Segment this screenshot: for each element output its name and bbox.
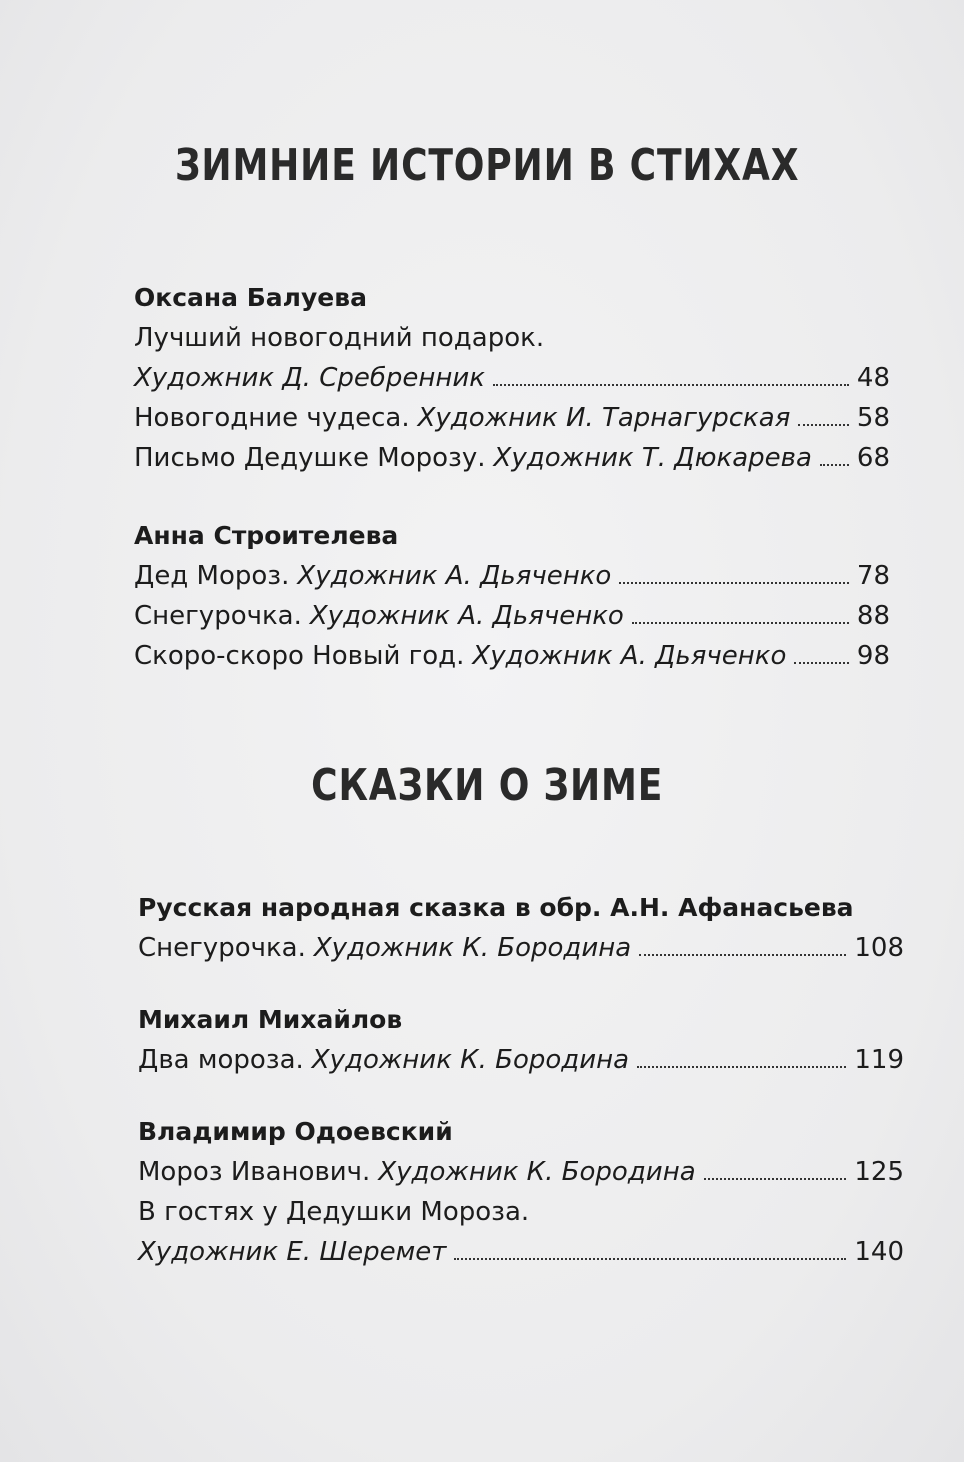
author-name: Владимир Одоевский xyxy=(138,1117,453,1146)
entry-title: Снегурочка. xyxy=(138,933,306,963)
entry-title: В гостях у Дедушки Мороза. xyxy=(138,1197,530,1227)
entry-illustrator: Художник А. Дьяченко xyxy=(309,601,624,631)
entry-title: Новогодние чудеса. xyxy=(134,403,410,433)
toc-entry xyxy=(138,928,904,968)
page-number: 119 xyxy=(854,1045,904,1075)
entry-title: Снегурочка. xyxy=(134,601,302,631)
dot-leader xyxy=(639,953,846,956)
toc-entry xyxy=(134,398,890,438)
entry-illustrator: Художник К. Бородина xyxy=(311,1045,630,1075)
author-name: Оксана Балуева xyxy=(134,283,367,312)
entry-illustrator: Художник К. Бородина xyxy=(313,933,632,963)
page-number: 88 xyxy=(856,601,890,631)
entry-title: Дед Мороз. xyxy=(134,561,290,591)
entry-title: Скоро-скоро Новый год. xyxy=(134,641,465,671)
dot-leader xyxy=(798,423,849,426)
page-number: 78 xyxy=(856,561,890,591)
author-name: Анна Строителева xyxy=(134,521,399,550)
entry-title: Мороз Иванович. xyxy=(138,1157,371,1187)
entry-title: Два мороза. xyxy=(138,1045,304,1075)
dot-leader xyxy=(493,383,849,386)
dot-leader xyxy=(454,1257,846,1260)
author-name: Михаил Михайлов xyxy=(138,1005,403,1034)
entry-illustrator: Художник К. Бородина xyxy=(378,1157,696,1187)
entry-title-line xyxy=(138,1192,904,1232)
toc-entry xyxy=(138,1040,904,1080)
page-number: 58 xyxy=(856,403,890,433)
toc-entry xyxy=(134,438,890,478)
page-number: 48 xyxy=(856,363,890,393)
section-title: СКАЗКИ О ЗИМЕ xyxy=(311,760,664,811)
table-of-contents-section-1 xyxy=(134,278,890,676)
dot-leader xyxy=(619,581,849,584)
table-of-contents-section-2 xyxy=(138,888,904,1272)
entry-illustrator: Художник Е. Шеремет xyxy=(138,1237,447,1267)
author-name: Русская народная сказка в обр. А.Н. Афанасьева xyxy=(138,893,854,922)
entry-illustrator: Художник Т. Дюкарева xyxy=(493,443,812,473)
dot-leader xyxy=(794,661,849,664)
entry-title-line xyxy=(134,318,890,358)
entry-illustrator: Художник И. Тарнагурская xyxy=(417,403,791,433)
toc-entry xyxy=(134,556,890,596)
dot-leader xyxy=(704,1177,847,1180)
dot-leader xyxy=(637,1065,846,1068)
toc-entry xyxy=(134,636,890,676)
page-number: 108 xyxy=(854,933,904,963)
page-number: 98 xyxy=(856,641,890,671)
toc-entry xyxy=(138,1232,904,1272)
page-number: 125 xyxy=(854,1157,904,1187)
entry-illustrator: Художник А. Дьяченко xyxy=(472,641,787,671)
entry-illustrator: Художник А. Дьяченко xyxy=(297,561,612,591)
page-number: 140 xyxy=(854,1237,904,1267)
dot-leader xyxy=(820,463,849,466)
section-title: ЗИМНИЕ ИСТОРИИ В СТИХАХ xyxy=(174,140,800,191)
page-number: 68 xyxy=(856,443,890,473)
entry-title: Лучший новогодний подарок. xyxy=(134,323,545,353)
toc-entry xyxy=(134,596,890,636)
dot-leader xyxy=(632,621,849,624)
toc-entry xyxy=(134,358,890,398)
entry-title: Письмо Дедушке Морозу. xyxy=(134,443,486,473)
entry-illustrator: Художник Д. Сребренник xyxy=(134,363,485,393)
toc-entry xyxy=(138,1152,904,1192)
